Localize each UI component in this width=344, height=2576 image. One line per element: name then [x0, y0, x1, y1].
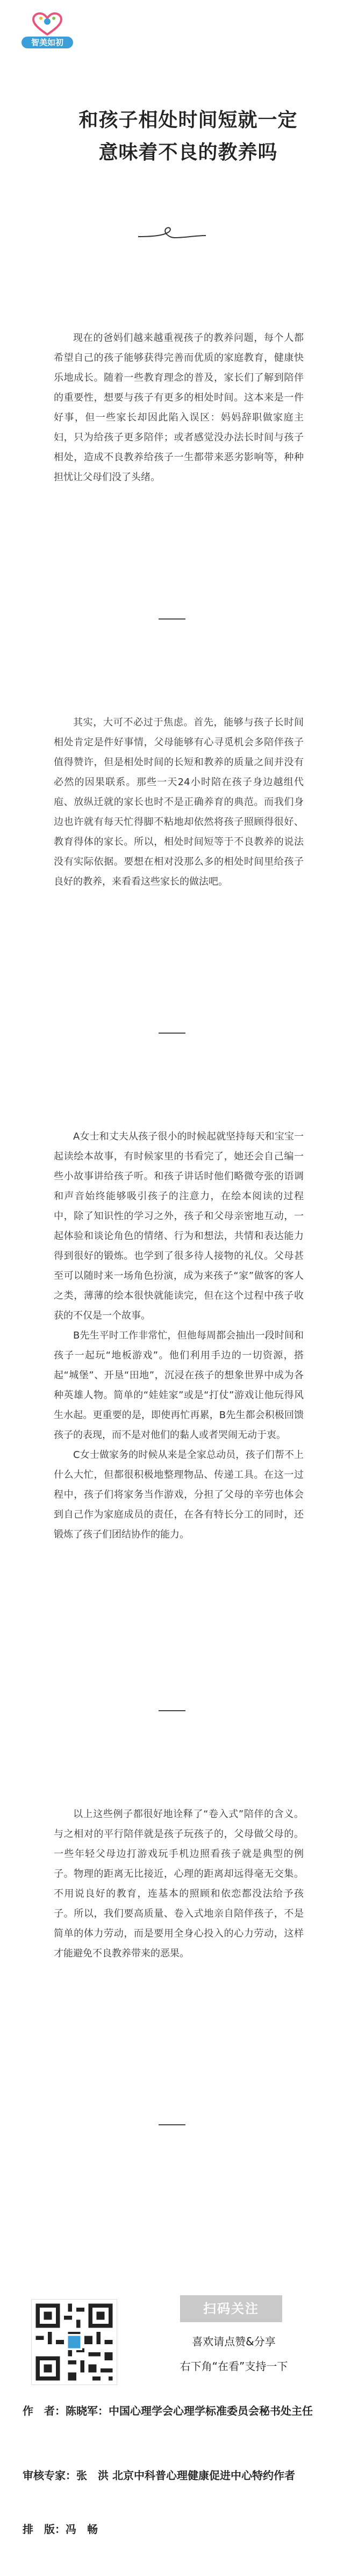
swirl-ornament-icon [137, 225, 207, 243]
qr-code-icon [32, 2300, 117, 2385]
credit-label: 作 者： [23, 2404, 66, 2417]
article-section-3 [54, 1127, 304, 1545]
brand-logo [22, 11, 73, 49]
heart-person-icon [22, 11, 73, 38]
like-hint: 右下角“在看”支持一下 [180, 2360, 288, 2373]
credit-value: 陈晓军：中国心理学会心理学标准委员会秘书处主任 [66, 2404, 313, 2417]
credit-reviewer [23, 2466, 324, 2485]
credit-value: 张 洪 北京中科普心理健康促进中心特约作者 [76, 2469, 295, 2482]
scan-follow-button[interactable]: 扫码关注 [180, 2295, 282, 2322]
section-divider [159, 618, 185, 620]
qr-code[interactable] [31, 2299, 117, 2385]
paragraph: 以上这些例子都很好地诠释了“卷入式”陪伴的含义。与之相对的平行陪伴就是孩子玩孩子的，父母做父母的。一些年轻父母边打游戏玩手机边照看孩子就是典型的例子。物理的距离无比接近，心理的距离却远得毫无交集。不用说良好的教育，连基本的照顾和依恋都没法给予孩子。所以，我们要高质量、卷入式地亲自陪伴孩子，不是简单的体力劳动，而是要用全身心投入的心力劳动，这样才能避免不良教养带来的恶果。 [54, 1809, 304, 1959]
page-title-line1: 和孩子相处时间短就一定 [78, 109, 298, 131]
article-section-2 [54, 713, 304, 892]
credit-label: 审核专家： [23, 2469, 76, 2482]
credit-layout [23, 2520, 324, 2539]
paragraph: 现在的爸妈们越来越重视孩子的教养问题，每个人都希望自己的孩子能够获得完善而优质的家庭教育，健康快乐地成长。随着一些教育理念的普及，家长们了解到陪伴的重要性，想要与孩子有更多的相处时间。这本来是一件好事，但一些家长却因此陷入误区：妈妈辞职做家庭主妇，只为给孩子更多陪伴；或者感觉没办法长时间与孩子相处，造成不良教养给孩子一生都带来恶劣影响等，种种担忧让父母们没了头绪。 [54, 332, 304, 483]
logo-text: 智美如初 [22, 37, 73, 48]
page-title-line2: 意味着不良的教养吗 [98, 141, 278, 163]
paragraph: C女士做家务的时候从来是全家总动员，孩子们帮不上什么大忙，但都很积极地整理物品、传递工具。在这一过程中，孩子们将家务当作游戏，分担了父母的辛劳也体会到自己作为家庭成员的责任，在各有特长分工的同时，还锻炼了孩子们团结协作的能力。 [54, 1449, 304, 1540]
section-divider [159, 1710, 185, 1711]
section-divider [159, 2124, 185, 2125]
paragraph: A女士和丈夫从孩子很小的时候起就坚持每天和宝宝一起读绘本故事，有时候家里的书看完了，她还会自己编一些小故事讲给孩子听。和孩子讲话时他们略微夸张的语调和声音始终能够吸引孩子的注意力，在绘本阅读的过程中，除了知识性的学习之外，孩子和父母亲密地互动，一起体验和谈论角色的情绪、行为和想法，共情和表达能力得到很好的锻炼。也学到了很多待人接物的礼仪。父母甚至可以随时来一场角色扮演，成为来孩子“家”做客的客人之类，薄薄的绘本很快就能读完，但在这个过程中孩子收获的不仅是一个故事。 [54, 1131, 304, 1321]
section-divider [159, 1033, 185, 1034]
credit-label: 排 版： [23, 2523, 66, 2536]
paragraph: B先生平时工作非常忙，但他每周都会抽出一段时间和孩子一起玩“地板游戏”。他们利用手边的一切资源，搭起“城堡”、开垦“田地”，沉浸在孩子的想象世界中成为各种英雄人物。简单的“娃娃家”或是“打仗”游戏让他玩得风生水起。更重要的是，即使再忙再累，B先生都会积极回馈孩子的表现，而不是对他们的黏人或者哭闹无动于衷。 [54, 1330, 304, 1441]
credit-value: 冯 畅 [66, 2523, 98, 2536]
article-section-4 [54, 1804, 304, 1963]
share-hint: 喜欢请点赞&分享 [192, 2335, 276, 2348]
article-section-1 [54, 328, 304, 487]
credit-author [23, 2401, 324, 2421]
paragraph: 其实，大可不必过于焦虑。首先，能够与孩子长时间相处肯定是件好事情，父母能够有心寻觅机会多陪伴孩子值得赞许，但是相处时间的长短和教养的质量之间并没有必然的因果联系。那些一天24小时陪在孩子身边越组代庖、放纵迁就的家长也时不是正确养育的典范。而我们身边也许就有每天忙得脚不粘地却依然将孩子照顾得很好、教育得体的家长。所以，相处时间短等于不良教养的说法没有实际依据。要想在相对没那么多的相处时间里给孩子良好的教养，来看看这些家长的做法吧。 [54, 717, 304, 887]
